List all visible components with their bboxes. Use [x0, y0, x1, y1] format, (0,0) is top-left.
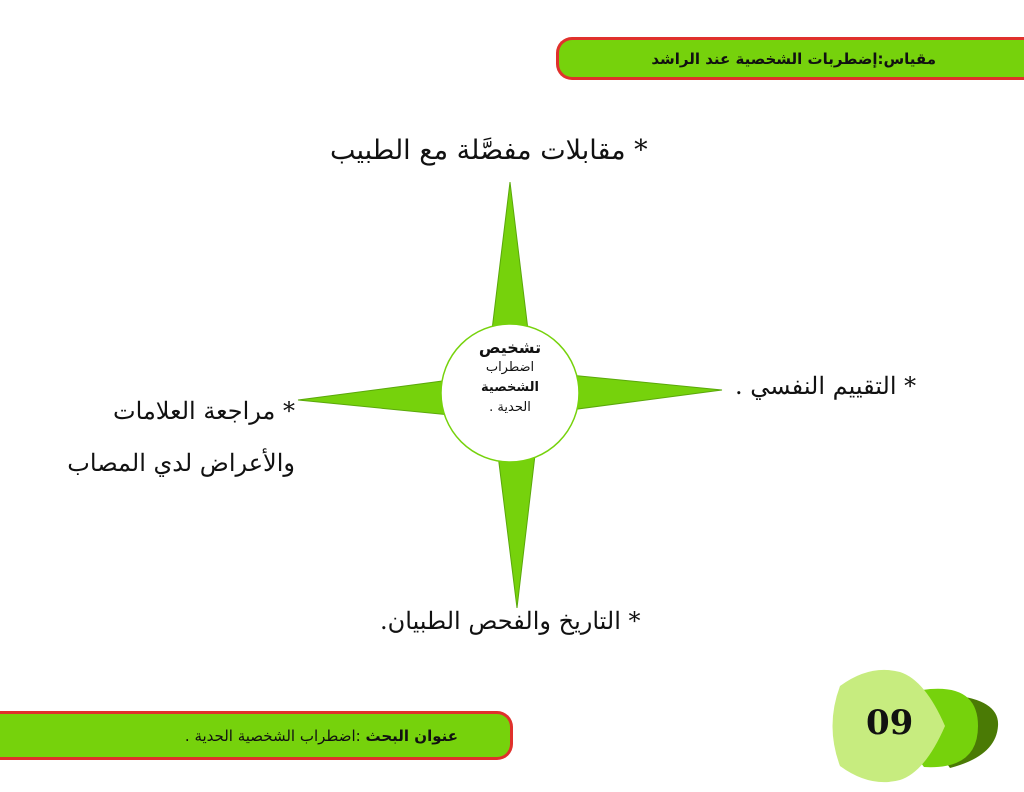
footer-title-rest: :اضطراب الشخصية الحدية .: [184, 726, 366, 745]
center-line-3: الشخصية: [481, 380, 539, 395]
center-line-2: اضطراب: [485, 360, 535, 375]
label-history-exam: * التاريخ والفحص الطبيان.: [380, 607, 641, 635]
page-number: 09: [866, 703, 914, 743]
label-symptom-review-line2: والأعراض لدي المصاب: [67, 449, 295, 477]
center-line-1: تشخيص: [478, 338, 542, 357]
label-symptom-review-line1: * مراجعة العلامات: [113, 397, 295, 425]
header-title: مقياس:إضطربات الشخصية عند الراشد: [651, 49, 936, 68]
footer-title-bold: عنوان البحث: [365, 726, 458, 745]
center-line-4: الحدية .: [489, 400, 531, 415]
label-psych-assessment: * التقييم النفسي .: [735, 372, 917, 400]
label-interviews: * مقابلات مفصَّلة مع الطبيب: [330, 135, 648, 166]
